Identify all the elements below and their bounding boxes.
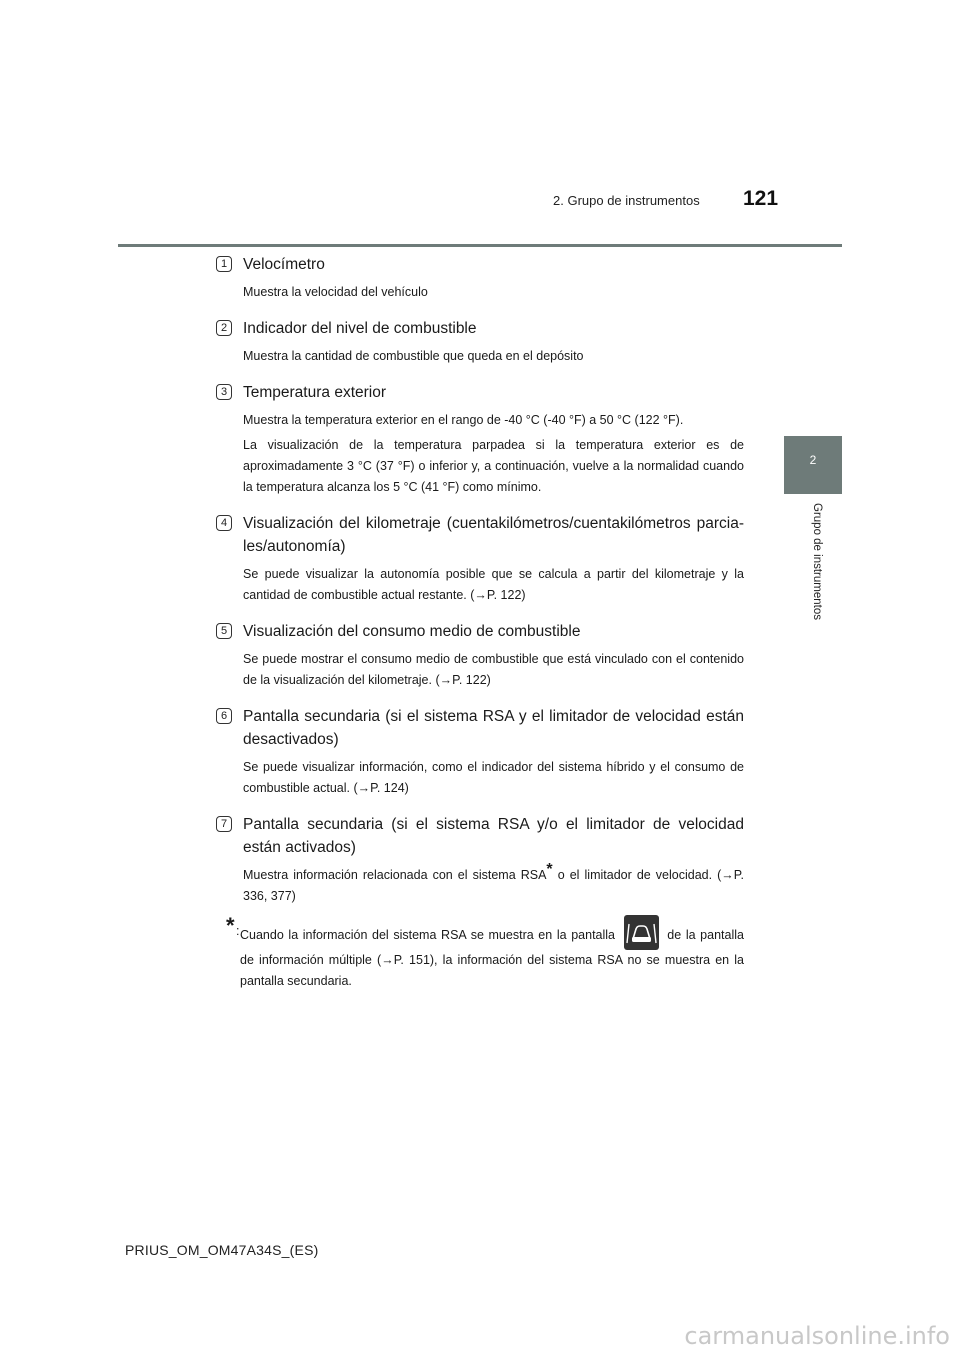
item-number-badge: 6 (216, 708, 232, 724)
item-description (243, 860, 744, 907)
header-section-title: 2. Grupo de instrumentos (553, 193, 700, 208)
footnote (214, 913, 744, 992)
list-item (214, 512, 744, 606)
item-description: Muestra la cantidad de combustible que queda en el depósito (243, 349, 584, 363)
item-title-text: Velocímetro (243, 256, 325, 273)
item-title (214, 381, 744, 404)
item-title-text: Visualización del kilometraje (cuentakilómetros/cuentakilómetros parciales/autonomía) (243, 515, 744, 555)
item-title (214, 705, 744, 751)
item-description: Se puede mostrar el consumo medio de combustible que está vinculado con el contenido de la visualización del kilometraje. (→P. 122) (243, 652, 744, 687)
item-title (214, 620, 744, 643)
item-number-badge: 5 (216, 623, 232, 639)
page-number: 121 (743, 187, 779, 210)
list-item (214, 705, 744, 799)
item-description: Se puede visualizar información, como el indicador del sistema híbrido y el consumo de combustible actual. (→P. 124) (243, 760, 744, 795)
item-number-badge: 2 (216, 320, 232, 336)
item-title (214, 317, 744, 340)
item-title-text: Visualización del consumo medio de combustible (243, 623, 581, 640)
item-title (214, 813, 744, 859)
item-description: La visualización de la temperatura parpadea si la temperatura exterior es de aproximadamente 3 °C (37 °F) o inferior y, a continuación, vuelve a la normalidad cuando la temperatura alcanza los 5 °C (41 °F) como mínimo. (243, 438, 744, 494)
item-number-badge: 3 (216, 384, 232, 400)
footnote-colon: : (236, 924, 240, 938)
rsa-display-icon (624, 915, 659, 950)
description-text: Muestra información relacionada con el sistema RSA (243, 868, 547, 882)
watermark: carmanualsonline.info (684, 1322, 950, 1350)
item-title (214, 512, 744, 558)
chapter-tab (784, 436, 842, 494)
list-item (214, 253, 744, 303)
list-item (214, 620, 744, 691)
item-title-text: Indicador del nivel de combustible (243, 320, 477, 337)
item-title-text: Pantalla secundaria (si el sistema RSA y/o el limitador de velocidad están activados) (243, 816, 744, 856)
item-number-badge: 4 (216, 515, 232, 531)
item-title (214, 253, 744, 276)
footnote-text: de la pantalla de información múltiple (→P. 151), la información del sistema RSA no se muestra en la pantalla secundaria. (240, 927, 744, 988)
chapter-number: 2 (809, 453, 817, 467)
item-title-text: Temperatura exterior (243, 384, 387, 401)
item-title-text: Pantalla secundaria (si el sistema RSA y el limitador de velocidad están desactivados) (243, 708, 744, 748)
list-item (214, 381, 744, 498)
list-item (214, 813, 744, 907)
header-rule (118, 244, 842, 247)
item-description: Muestra la temperatura exterior en el rango de -40 °C (-40 °F) a 50 °C (122 °F). (243, 413, 684, 427)
description-text: o el limitador de velocidad. (→P. 336, 377) (243, 868, 744, 903)
chapter-title-vertical: Grupo de instrumentos (811, 503, 823, 620)
footer-doc-code: PRIUS_OM_OM47A34S_(ES) (125, 1242, 319, 1258)
item-description: Se puede visualizar la autonomía posible que se calcula a partir del kilometraje y la cantidad de combustible actual restante. (→P. 122) (243, 567, 744, 602)
list-item (214, 317, 744, 367)
content-body (214, 253, 744, 992)
footnote-mark: * (546, 860, 553, 878)
item-number-badge: 1 (216, 256, 232, 272)
footnote-text: Cuando la información del sistema RSA se muestra en la pantalla (240, 927, 615, 942)
footnote-star: * (226, 913, 235, 938)
item-number-badge: 7 (216, 816, 232, 832)
item-description: Muestra la velocidad del vehículo (243, 285, 428, 299)
